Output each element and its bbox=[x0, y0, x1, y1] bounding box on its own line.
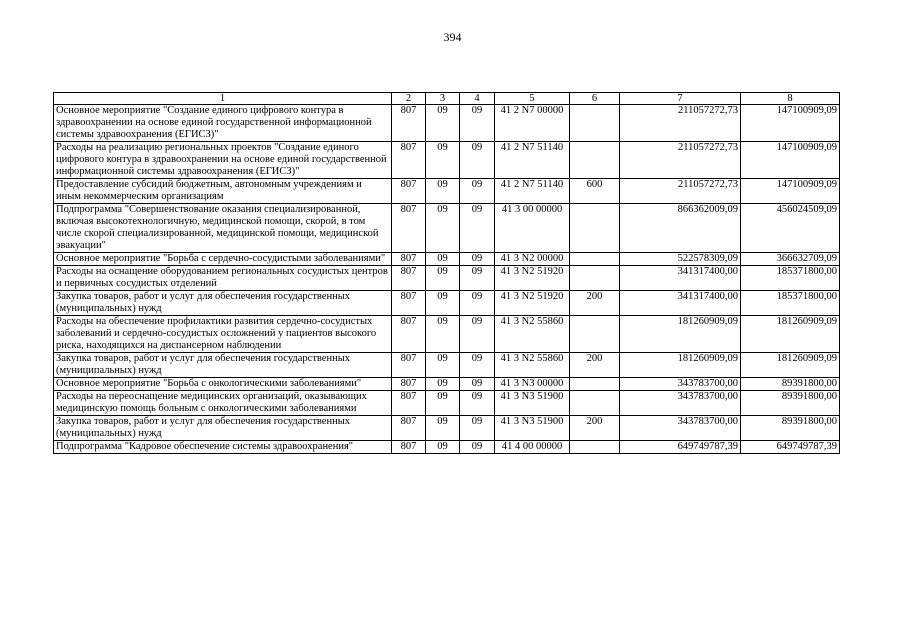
amount-col8: 147100909,09 bbox=[741, 142, 840, 179]
amount-col8: 147100909,09 bbox=[741, 179, 840, 204]
section-code: 09 bbox=[426, 391, 460, 416]
ministry-code: 807 bbox=[392, 204, 426, 253]
ministry-code: 807 bbox=[392, 253, 426, 266]
ministry-code: 807 bbox=[392, 441, 426, 454]
table-row bbox=[54, 441, 840, 454]
row-name: Подпрограмма "Кадровое обеспечение системы здравоохранения" bbox=[54, 441, 392, 454]
amount-col8: 185371800,00 bbox=[741, 291, 840, 316]
ministry-code: 807 bbox=[392, 353, 426, 378]
subsection-code: 09 bbox=[460, 204, 495, 253]
ministry-code: 807 bbox=[392, 416, 426, 441]
row-name: Закупка товаров, работ и услуг для обеспечения государственных (муниципальных) нужд bbox=[54, 291, 392, 316]
table-row bbox=[54, 204, 840, 253]
expense-type-code: 600 bbox=[570, 179, 620, 204]
column-header: 8 bbox=[741, 93, 840, 105]
section-code: 09 bbox=[426, 316, 460, 353]
subsection-code: 09 bbox=[460, 266, 495, 291]
column-header: 5 bbox=[495, 93, 570, 105]
row-name: Закупка товаров, работ и услуг для обеспечения государственных (муниципальных) нужд bbox=[54, 416, 392, 441]
ministry-code: 807 bbox=[392, 316, 426, 353]
expense-type-code bbox=[570, 391, 620, 416]
target-article-code: 41 2 N7 00000 bbox=[495, 105, 570, 142]
expense-type-code bbox=[570, 266, 620, 291]
section-code: 09 bbox=[426, 378, 460, 391]
ministry-code: 807 bbox=[392, 179, 426, 204]
column-header: 4 bbox=[460, 93, 495, 105]
table-row bbox=[54, 378, 840, 391]
section-code: 09 bbox=[426, 204, 460, 253]
row-name: Основное мероприятие "Создание единого цифрового контура в здравоохранении на основе единой государственной информационной системы здравоохранения (ЕГИСЗ)" bbox=[54, 105, 392, 142]
section-code: 09 bbox=[426, 179, 460, 204]
row-name: Расходы на реализацию региональных проектов "Создание единого цифрового контура в здравоохранении на основе единой государственной информационной системы здравоохранения (ЕГИСЗ)" bbox=[54, 142, 392, 179]
expense-type-code bbox=[570, 441, 620, 454]
subsection-code: 09 bbox=[460, 291, 495, 316]
target-article-code: 41 3 N3 51900 bbox=[495, 416, 570, 441]
expense-type-code bbox=[570, 253, 620, 266]
amount-col7: 649749787,39 bbox=[620, 441, 741, 454]
amount-col7: 211057272,73 bbox=[620, 142, 741, 179]
amount-col7: 522578309,09 bbox=[620, 253, 741, 266]
section-code: 09 bbox=[426, 291, 460, 316]
row-name: Расходы на обеспечение профилактики развития сердечно-сосудистых заболеваний и сердечно-сосудистых осложнений у пациентов высокого риска, находящихся на диспансерном наблюдении bbox=[54, 316, 392, 353]
amount-col7: 343783700,00 bbox=[620, 416, 741, 441]
table-row bbox=[54, 316, 840, 353]
amount-col8: 181260909,09 bbox=[741, 353, 840, 378]
amount-col8: 89391800,00 bbox=[741, 378, 840, 391]
expense-type-code: 200 bbox=[570, 353, 620, 378]
ministry-code: 807 bbox=[392, 291, 426, 316]
amount-col8: 366632709,09 bbox=[741, 253, 840, 266]
page-number: 394 bbox=[443, 30, 462, 44]
amount-col8: 89391800,00 bbox=[741, 416, 840, 441]
amount-col8: 456024509,09 bbox=[741, 204, 840, 253]
expense-type-code bbox=[570, 316, 620, 353]
section-code: 09 bbox=[426, 441, 460, 454]
amount-col8: 185371800,00 bbox=[741, 266, 840, 291]
row-name: Основное мероприятие "Борьба с сердечно-сосудистыми заболеваниями" bbox=[54, 253, 392, 266]
row-name: Основное мероприятие "Борьба с онкологическими заболеваниями" bbox=[54, 378, 392, 391]
expense-type-code: 200 bbox=[570, 291, 620, 316]
table-row bbox=[54, 353, 840, 378]
amount-col7: 181260909,09 bbox=[620, 316, 741, 353]
section-code: 09 bbox=[426, 105, 460, 142]
table-row bbox=[54, 416, 840, 441]
ministry-code: 807 bbox=[392, 378, 426, 391]
column-header: 6 bbox=[570, 93, 620, 105]
subsection-code: 09 bbox=[460, 416, 495, 441]
row-name: Предоставление субсидий бюджетным, автономным учреждениям и иным некоммерческим организациям bbox=[54, 179, 392, 204]
target-article-code: 41 3 N3 51900 bbox=[495, 391, 570, 416]
amount-col7: 181260909,09 bbox=[620, 353, 741, 378]
target-article-code: 41 3 N2 55860 bbox=[495, 353, 570, 378]
expense-type-code bbox=[570, 105, 620, 142]
row-name: Расходы на переоснащение медицинских организаций, оказывающих медицинскую помощь больным с онкологическими заболеваниями bbox=[54, 391, 392, 416]
ministry-code: 807 bbox=[392, 266, 426, 291]
ministry-code: 807 bbox=[392, 391, 426, 416]
section-code: 09 bbox=[426, 353, 460, 378]
column-header: 7 bbox=[620, 93, 741, 105]
amount-col7: 211057272,73 bbox=[620, 105, 741, 142]
table-row bbox=[54, 253, 840, 266]
expense-type-code: 200 bbox=[570, 416, 620, 441]
amount-col8: 89391800,00 bbox=[741, 391, 840, 416]
row-name: Подпрограмма "Совершенствование оказания специализированной, включая высокотехнологичную, медицинской помощи, скорой, в том числе скорой специализированной, медицинской помощи, медицинской эвакуации" bbox=[54, 204, 392, 253]
subsection-code: 09 bbox=[460, 105, 495, 142]
amount-col8: 181260909,09 bbox=[741, 316, 840, 353]
subsection-code: 09 bbox=[460, 441, 495, 454]
target-article-code: 41 3 00 00000 bbox=[495, 204, 570, 253]
target-article-code: 41 4 00 00000 bbox=[495, 441, 570, 454]
row-name: Закупка товаров, работ и услуг для обеспечения государственных (муниципальных) нужд bbox=[54, 353, 392, 378]
amount-col7: 343783700,00 bbox=[620, 391, 741, 416]
ministry-code: 807 bbox=[392, 142, 426, 179]
expense-type-code bbox=[570, 378, 620, 391]
subsection-code: 09 bbox=[460, 378, 495, 391]
amount-col7: 343783700,00 bbox=[620, 378, 741, 391]
section-code: 09 bbox=[426, 266, 460, 291]
target-article-code: 41 2 N7 51140 bbox=[495, 179, 570, 204]
amount-col8: 147100909,09 bbox=[741, 105, 840, 142]
subsection-code: 09 bbox=[460, 353, 495, 378]
subsection-code: 09 bbox=[460, 179, 495, 204]
expense-type-code bbox=[570, 204, 620, 253]
ministry-code: 807 bbox=[392, 105, 426, 142]
target-article-code: 41 3 N2 55860 bbox=[495, 316, 570, 353]
amount-col7: 211057272,73 bbox=[620, 179, 741, 204]
budget-table bbox=[53, 92, 840, 454]
amount-col7: 341317400,00 bbox=[620, 266, 741, 291]
subsection-code: 09 bbox=[460, 391, 495, 416]
target-article-code: 41 3 N3 00000 bbox=[495, 378, 570, 391]
header-row bbox=[54, 93, 840, 105]
table-row bbox=[54, 105, 840, 142]
section-code: 09 bbox=[426, 142, 460, 179]
target-article-code: 41 3 N2 51920 bbox=[495, 266, 570, 291]
amount-col8: 649749787,39 bbox=[741, 441, 840, 454]
target-article-code: 41 3 N2 00000 bbox=[495, 253, 570, 266]
subsection-code: 09 bbox=[460, 142, 495, 179]
section-code: 09 bbox=[426, 253, 460, 266]
table-row bbox=[54, 266, 840, 291]
table-row bbox=[54, 179, 840, 204]
expense-type-code bbox=[570, 142, 620, 179]
amount-col7: 341317400,00 bbox=[620, 291, 741, 316]
subsection-code: 09 bbox=[460, 316, 495, 353]
amount-col7: 866362009,09 bbox=[620, 204, 741, 253]
section-code: 09 bbox=[426, 416, 460, 441]
table-row bbox=[54, 291, 840, 316]
row-name: Расходы на оснащение оборудованием региональных сосудистых центров и первичных сосудистых отделений bbox=[54, 266, 392, 291]
table-row bbox=[54, 391, 840, 416]
target-article-code: 41 3 N2 51920 bbox=[495, 291, 570, 316]
target-article-code: 41 2 N7 51140 bbox=[495, 142, 570, 179]
column-header: 2 bbox=[392, 93, 426, 105]
column-header: 1 bbox=[54, 93, 392, 105]
subsection-code: 09 bbox=[460, 253, 495, 266]
column-header: 3 bbox=[426, 93, 460, 105]
table-row bbox=[54, 142, 840, 179]
